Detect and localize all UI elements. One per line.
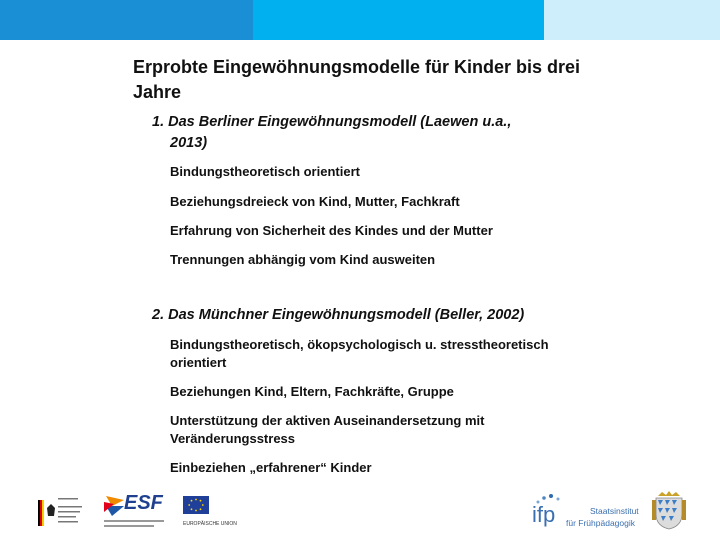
section2-item-line: Beziehungen Kind, Eltern, Fachkräfte, Gruppe [170, 384, 454, 399]
ifp-label: ifp [532, 502, 556, 527]
eu-flag-icon [183, 496, 209, 514]
top-bar-segment-mid [253, 0, 544, 40]
section2-heading: 2. Das Münchner Eingewöhnungsmodell (Beller, 2002) [152, 307, 525, 323]
bavaria-coat-of-arms-icon [652, 490, 686, 530]
esf-logo [104, 492, 168, 532]
section1-item: Trennungen abhängig vom Kind ausweiten [170, 252, 436, 267]
ifp-logo [530, 492, 650, 536]
ministry-logo [38, 494, 88, 528]
eu-logo [183, 496, 243, 532]
ifp-line2: für Frühpädagogik [566, 518, 635, 528]
esf-emblem-icon [104, 494, 126, 518]
section1-item: Bindungstheoretisch orientiert [170, 164, 360, 179]
section1-heading-line2: 2013) [170, 135, 208, 151]
ifp-line1: Staatsinstitut [590, 506, 639, 516]
section2-item-line: Bindungstheoretisch, ökopsychologisch u. stresstheoretisch [170, 337, 549, 352]
section1-item: Erfahrung von Sicherheit des Kindes und der Mutter [170, 223, 493, 238]
section2-item-line: Veränderungsstress [170, 431, 296, 446]
section2-item-line: orientiert [170, 355, 227, 370]
section1-heading-line1: 1. Das Berliner Eingewöhnungsmodell (Laewen u.a., [152, 114, 512, 130]
footer-logos [0, 488, 720, 540]
section1-item: Beziehungsdreieck von Kind, Mutter, Fachkraft [170, 194, 460, 209]
eu-label: EUROPÄISCHE UNION [183, 521, 237, 527]
esf-label: ESF [124, 492, 163, 514]
top-bar-segment-dark [0, 0, 253, 40]
section2-item-line: Einbeziehen „erfahrener“ Kinder [170, 460, 372, 475]
section2-item-line: Unterstützung der aktiven Auseinandersetzung mit [170, 413, 485, 428]
top-bar-segment-light [544, 0, 720, 40]
top-color-bar [0, 0, 720, 40]
slide-title: Erprobte Eingewöhnungsmodelle für Kinder bis drei Jahre [133, 57, 581, 102]
